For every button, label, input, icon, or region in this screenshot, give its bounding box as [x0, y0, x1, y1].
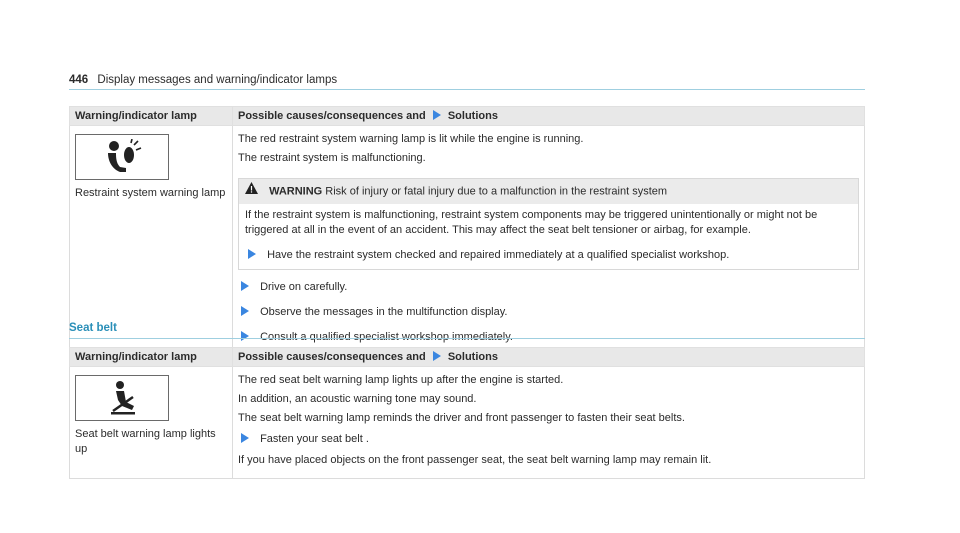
lamp-label: Seat belt warning lamp lights up	[75, 428, 216, 456]
warning-triangle-icon	[245, 182, 258, 199]
cause-line: The red seat belt warning lamp lights up after the engine is started.	[238, 374, 564, 387]
lamp-label: Restraint system warning lamp	[75, 187, 226, 200]
lamp-cell	[70, 367, 233, 479]
arrow-icon	[241, 306, 249, 316]
seat-belt-table	[69, 347, 865, 479]
seat-belt-icon	[75, 375, 169, 421]
cause-line: The seat belt warning lamp reminds the driver and front passenger to fasten their seat belts.	[238, 412, 685, 425]
arrow-icon	[248, 249, 256, 259]
warning-label: WARNING	[269, 185, 323, 198]
warning-header	[239, 179, 858, 204]
header-divider	[69, 89, 865, 90]
cause-line: The red restraint system warning lamp is lit while the engine is running.	[238, 133, 584, 146]
arrow-icon	[241, 433, 249, 443]
page-header-title: Display messages and warning/indicator lamps	[97, 74, 338, 86]
arrow-icon	[433, 110, 441, 120]
warning-action: Have the restraint system checked and repaired immediately at a qualified specialist workshop.	[245, 248, 852, 263]
cause-line: The restraint system is malfunctioning.	[238, 152, 426, 165]
section-title: Seat belt	[69, 322, 117, 334]
lamp-cell	[70, 126, 233, 352]
warning-text: If the restraint system is malfunctioning, restraint system components may be triggered unintentionally or might not be triggered at all in the event of an accident. This may affect the seat belt tensioner or airbag, for example.	[245, 209, 818, 237]
solutions-cell	[233, 367, 865, 479]
note-line: If you have placed objects on the front passenger seat, the seat belt warning lamp may remain lit.	[238, 454, 712, 467]
action-item: Observe the messages in the multifunction display.	[238, 305, 859, 320]
page-header	[69, 74, 337, 86]
column-header-lamp: Warning/indicator lamp	[70, 348, 233, 367]
restraint-system-table	[69, 106, 865, 352]
arrow-icon	[433, 351, 441, 361]
arrow-icon	[241, 331, 249, 341]
airbag-icon	[75, 134, 169, 180]
warning-body	[239, 204, 858, 269]
action-item: Drive on carefully.	[238, 280, 859, 295]
cause-line: In addition, an acoustic warning tone may sound.	[238, 393, 477, 406]
solutions-cell	[233, 126, 865, 352]
warning-box	[238, 178, 859, 270]
column-header-solutions: Possible causes/consequences and Solutions	[233, 348, 865, 367]
warning-headline: Risk of injury or fatal injury due to a malfunction in the restraint system	[325, 185, 668, 198]
column-header-solutions: Possible causes/consequences and Solutions	[233, 107, 865, 126]
action-item: Fasten your seat belt .	[238, 432, 859, 447]
page-number: 446	[69, 74, 89, 86]
section-divider	[69, 338, 865, 339]
arrow-icon	[241, 281, 249, 291]
column-header-lamp: Warning/indicator lamp	[70, 107, 233, 126]
